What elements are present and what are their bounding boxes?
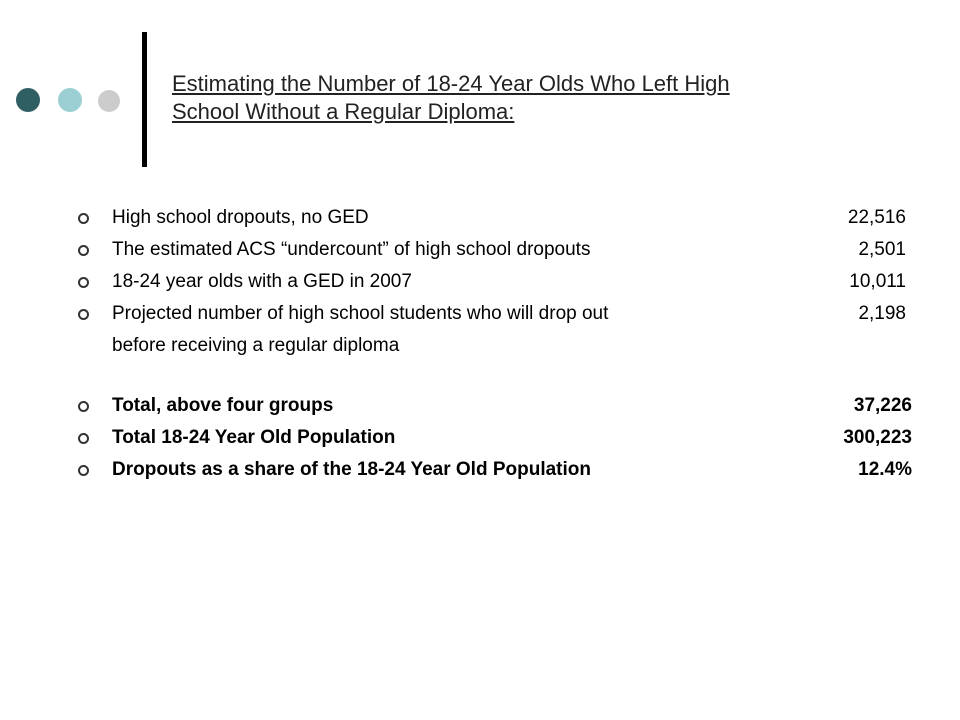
item-value: 2,198 bbox=[858, 303, 906, 324]
title-line-1: Estimating the Number of 18-24 Year Olds Who Left High bbox=[172, 71, 730, 96]
bullet-icon bbox=[78, 277, 89, 288]
decorative-dot-dark bbox=[16, 88, 40, 112]
item-continuation-text: before receiving a regular diploma bbox=[112, 335, 400, 356]
total-item bbox=[78, 422, 938, 454]
item-value: 2,501 bbox=[858, 239, 906, 260]
total-value: 300,223 bbox=[843, 427, 912, 448]
item-value: 10,011 bbox=[849, 271, 906, 292]
item-value: 22,516 bbox=[847, 207, 906, 228]
decorative-dot-light bbox=[58, 88, 82, 112]
total-value: 37,226 bbox=[853, 395, 912, 416]
list-item-continuation bbox=[78, 330, 938, 362]
list-item bbox=[78, 234, 938, 266]
list-item bbox=[78, 202, 938, 234]
total-item bbox=[78, 390, 938, 422]
bullet-list bbox=[78, 202, 938, 486]
slide-title bbox=[172, 70, 932, 126]
bullet-icon bbox=[78, 465, 89, 476]
bullet-icon bbox=[78, 309, 89, 320]
total-label: Total 18-24 Year Old Population bbox=[112, 427, 396, 448]
bullet-icon bbox=[78, 433, 89, 444]
total-label: Dropouts as a share of the 18-24 Year Old Population bbox=[112, 459, 591, 480]
title-divider bbox=[142, 32, 147, 167]
item-label: 18-24 year olds with a GED in 2007 bbox=[112, 271, 412, 292]
item-label: The estimated ACS “undercount” of high school dropouts bbox=[112, 239, 591, 260]
item-label: Projected number of high school students who will drop out bbox=[112, 303, 609, 324]
bullet-icon bbox=[78, 213, 89, 224]
total-item bbox=[78, 454, 938, 486]
title-line-2: School Without a Regular Diploma: bbox=[172, 99, 515, 124]
list-item bbox=[78, 298, 938, 330]
item-label: High school dropouts, no GED bbox=[112, 207, 369, 228]
total-label: Total, above four groups bbox=[112, 395, 334, 416]
list-item bbox=[78, 266, 938, 298]
bullet-icon bbox=[78, 245, 89, 256]
decorative-dot-gray bbox=[98, 90, 120, 112]
total-value: 12.4% bbox=[858, 459, 912, 480]
bullet-icon bbox=[78, 401, 89, 412]
